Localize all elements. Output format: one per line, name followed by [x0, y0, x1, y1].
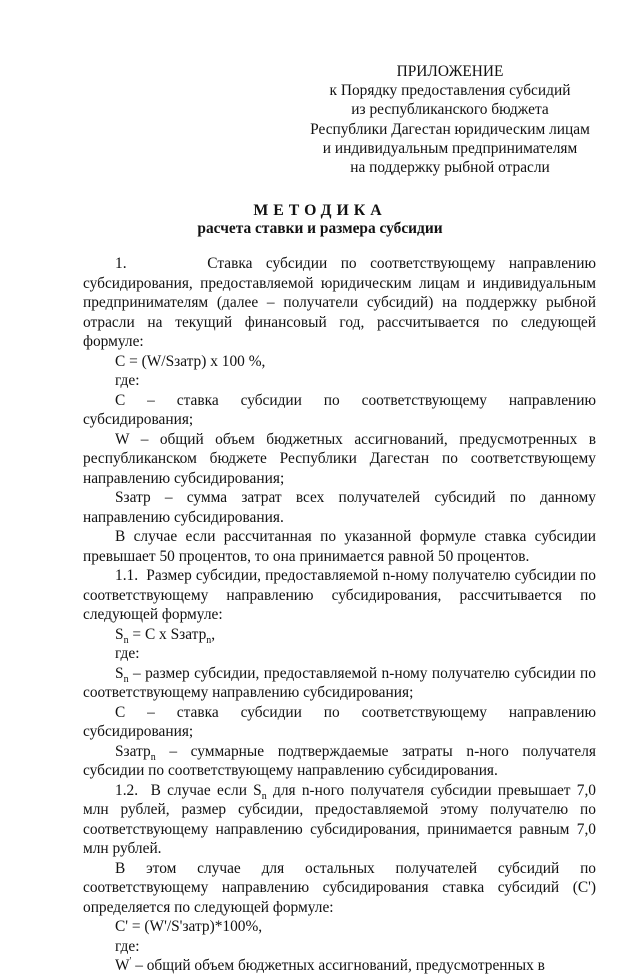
- definition-szatr-n: Sзатр$_n$ – суммарные подтверждаемые затраты n-ного получателя субсидии по соответствующему направлению субсидирования.: [83, 742, 596, 779]
- definition-c-2: С – ставка субсидии по соответствующему направлению субсидирования;: [83, 703, 596, 740]
- paragraph-1: 1. Ставка субсидии по соответствующему направлению субсидирования, предоставляемой юридическим лицам и индивидуальным предпринимателям (далее – получатели субсидий) на поддержку рыбной отрасли на текущий финансовый год, рассчитывается по следующей формуле:: [83, 255, 596, 350]
- definition-c: С – ставка субсидии по соответствующему направлению субсидирования;: [83, 391, 596, 428]
- appendix-line: из республиканского бюджета: [351, 101, 549, 119]
- where-label: где:: [115, 645, 140, 662]
- appendix-line: на поддержку рыбной отрасли: [350, 159, 550, 177]
- document-body: [83, 254, 596, 976]
- formula-1: С = (W/Sзатр) х 100 %,: [115, 352, 266, 370]
- formula-2: $S_n = С$ х Sзатр$_n$,: [115, 625, 216, 646]
- where-label: где:: [115, 937, 140, 955]
- document-title: МЕТОДИКА: [253, 202, 387, 219]
- definition-s: Sзатр – сумма затрат всех получателей субсидий по данному направлению субсидирования.: [83, 489, 596, 526]
- appendix-line: Республики Дагестан юридическим лицам: [310, 120, 590, 138]
- appendix-line: и индивидуальным предпринимателям: [322, 139, 578, 157]
- appendix-line: к Порядку предоставления субсидий: [329, 82, 571, 100]
- definition-w-prime: W' – общий объем бюджетных ассигнований, предусмотренных в: [115, 955, 545, 974]
- appendix-block: [300, 62, 600, 177]
- paragraph-1-1: 1.1. Размер субсидии, предоставляемой n-ному получателю субсидии по соответствующему направлению субсидирования, рассчитывается по следующей формуле:: [83, 567, 596, 623]
- paragraph-3: В этом случае для остальных получателей субсидий по соответствующему направлению субсидирования ставка субсидий (С') определяется по следующей формуле:: [83, 859, 596, 916]
- where-label: где:: [115, 372, 140, 389]
- paragraph-2: В случае если рассчитанная по указанной формуле ставка субсидии превышает 50 процентов, то она принимается равной 50 процентов.: [83, 528, 596, 565]
- definition-sn: $S_n$ – размер субсидии, предоставляемой n-ному получателю субсидии по соответствующему направлению субсидирования;: [83, 664, 596, 701]
- definition-w: W – общий объем бюджетных ассигнований, предусмотренных в республиканском бюджете Республики Дагестан по соответствующему направлению субсидирования;: [83, 430, 596, 487]
- formula-3: С' = (W'/S'затр)*100%,: [115, 918, 263, 935]
- document-subtitle: расчета ставки и размера субсидии: [197, 220, 443, 237]
- paragraph-1-2: 1.2. В случае если $S_n$ для n-ного получателя субсидии превышает 7,0 млн рублей, размер субсидии, предоставляемой этому получателю по соответствующему направлению субсидирования, принимается равным 7,0 млн рублей.: [83, 781, 596, 857]
- appendix-heading: ПРИЛОЖЕНИЕ: [396, 63, 504, 80]
